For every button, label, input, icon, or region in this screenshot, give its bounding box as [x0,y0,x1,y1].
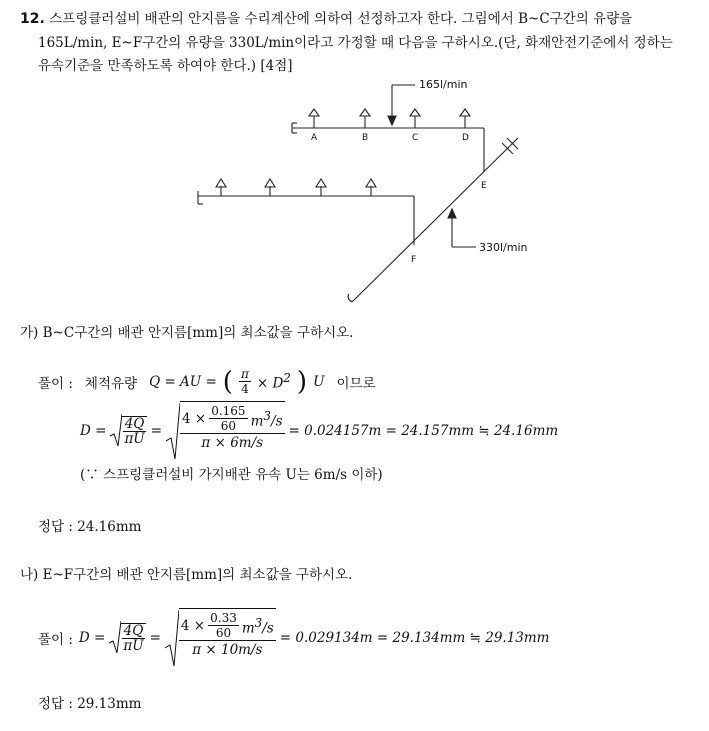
part-a-sol-text: 체적유량 [84,375,138,392]
label-b: B [362,133,369,143]
part-a-note: (∵ 스프링클러설비 가지배관 유속 U는 6m/s 이하) [80,467,383,483]
head-b [360,109,370,128]
head-c [410,109,420,128]
part-a-title: 가) B~C구간의 배관 안지름[mm]의 최소값을 구하시오. [20,325,354,341]
part-b-result: = 0.029134m = 29.134mm ≒ 29.13mm [279,630,550,646]
part-a-sol-prefix: 풀이 : [38,375,73,392]
part-a-d-label: D = [80,423,107,439]
sqrt-inner: 4 × $\frac{0.165}{60}$ $m^3/s$ π × 6m/s [166,401,285,461]
part-a-eq-lhs: Q = AU = [149,373,217,390]
part-a-flow-eq: 풀이 : 체적유량 Q = AU = ( $\frac{\pi}{4}$ × $D^2$ ) U 이므로 [38,366,376,397]
part-b-title: 나) E~F구간의 배관 안지름[mm]의 최소값을 구하시오. [20,567,353,583]
label-e: E [481,181,487,191]
question-number: 12. [20,11,45,27]
question-text-1: 스프링클러설비 배관의 안지름을 수리계산에 의하여 선정하고자 한다. 그림에서 B~C구간의 유량을 [49,11,633,27]
radical-sign-icon [165,608,179,668]
times-d: × D [256,375,284,392]
sprinkler-diagram [0,0,709,320]
part-b-answer: 정답 : 29.13mm [38,696,142,712]
part-a-eq-u: U [313,373,325,390]
flow-label-right: 330l/min [479,241,528,254]
part-b-d-label: D = [78,630,106,646]
question-line-2: 165L/min, E~F구간의 유량을 330L/min이라고 가정할 때 다음을 구하시오.(단, 화재안전기준에서 정하는 [38,35,673,51]
sqrt-4q-piu: $\frac{4Q}{\pi U}$ [109,621,145,655]
d-squared: 2 [283,371,291,386]
radical-sign-icon [110,414,122,448]
radical-sign-icon [166,401,180,461]
part-a-d-formula: D = $\frac{4Q}{\pi U}$ = 4 × $\frac{0.165}{60}$ $m^3/s$ π × 6m/s = 0.024157m = 24.157mm ≒ 24.16mm [80,401,558,461]
label-f: F [411,255,417,265]
label-d: D [462,133,469,143]
part-b-d-formula: 풀이 : D = $\frac{4Q}{\pi U}$ = 4 × $\frac{0.33}{60}$ $m^3/s$ π × 10m/s = 0.029134m = 29.134mm ≒ 29.13mm [38,608,549,668]
flow-label-top: 165l/min [419,78,468,91]
label-a: A [311,133,318,143]
part-a-result: = 0.024157m = 24.157mm ≒ 24.16mm [288,423,559,439]
part-a-answer: 정답 : 24.16mm [38,519,142,535]
sqrt-inner: 4 × $\frac{0.33}{60}$ $m^3/s$ π × 10m/s [165,608,276,668]
radical-sign-icon [109,621,121,655]
part-a-eq-suffix: 이므로 [336,375,376,392]
sqrt-4q-piu: $\frac{4Q}{\pi U}$ [110,414,146,448]
part-b-sol-prefix: 풀이 : [38,632,73,648]
head-d [460,109,470,128]
label-c: C [412,133,419,143]
question-line-3: 유속기준을 만족하도록 하여야 한다.) [4점] [38,58,293,74]
pi-over-4: $\frac{\pi}{4}$ [240,367,249,396]
head-a [309,109,319,128]
